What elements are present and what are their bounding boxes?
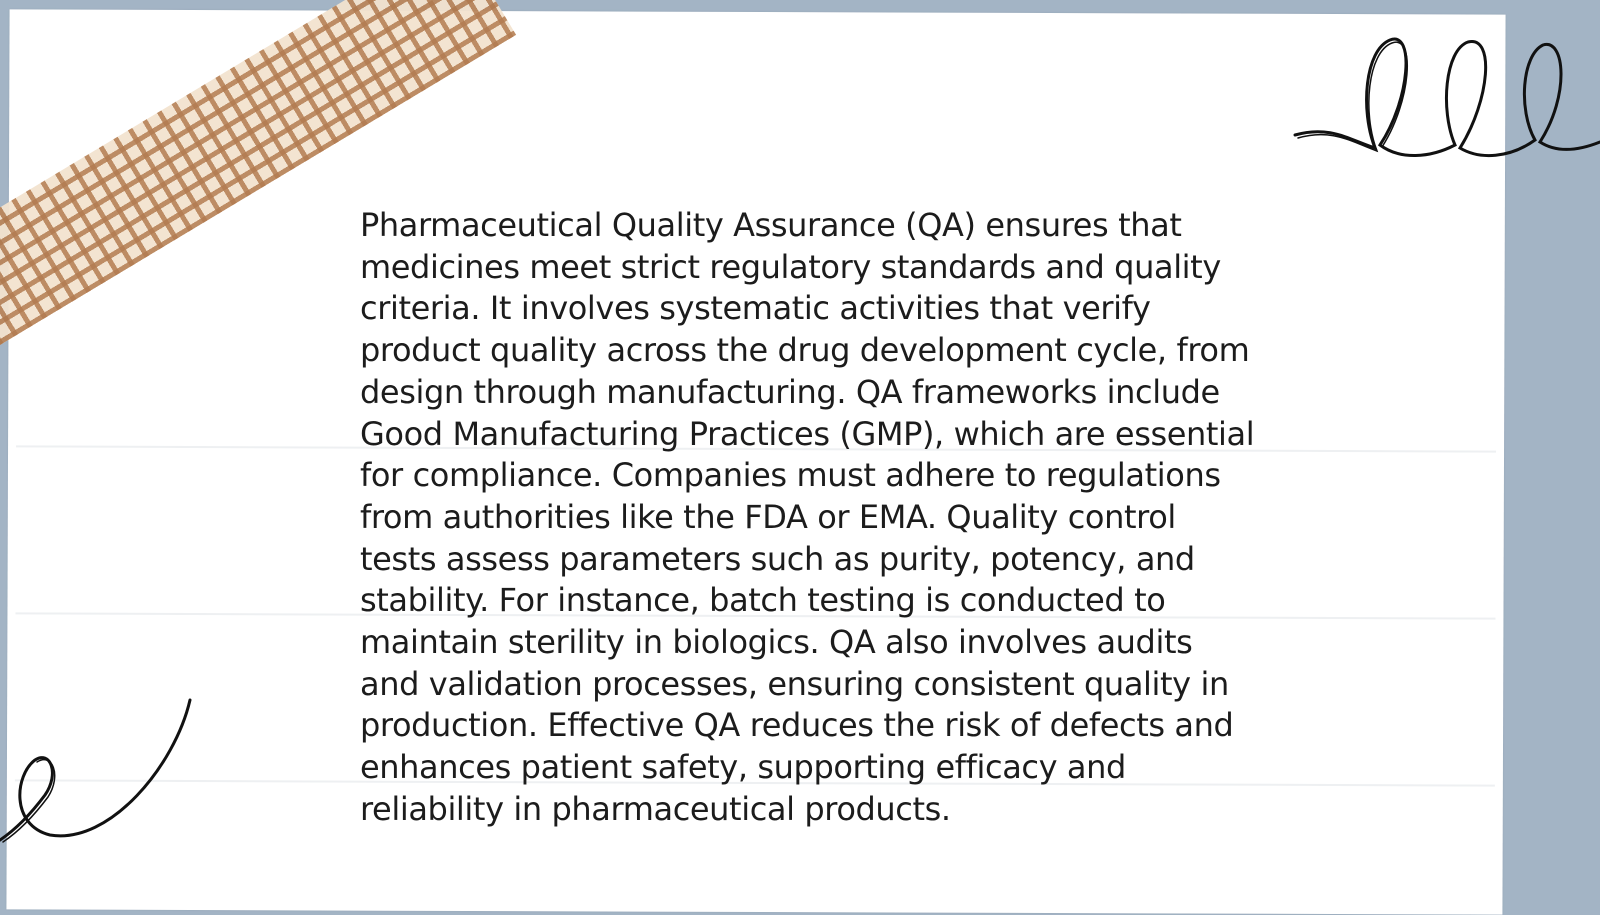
swirl-stroke-icon [0, 695, 200, 845]
body-paragraph: Pharmaceutical Quality Assurance (QA) ensures that medicines meet strict regulatory standards and quality criteria. It involves systematic activities that verify product quality across the drug development cycle, from design through manufacturing. QA frameworks include Good Manufacturing Practices (GMP), which are essential for compliance. Companies must adhere to regulations from authorities like the FDA or EMA. Quality control tests assess parameters such as purity, potency, and stability. For instance, batch testing is conducted to maintain sterility in biologics. QA also involves audits and validation processes, ensuring consistent quality in production. Effective QA reduces the risk of defects and enhances patient safety, supporting efficacy and reliability in pharmaceutical products. [360, 206, 1255, 828]
loop-scribble-icon [1290, 30, 1600, 160]
